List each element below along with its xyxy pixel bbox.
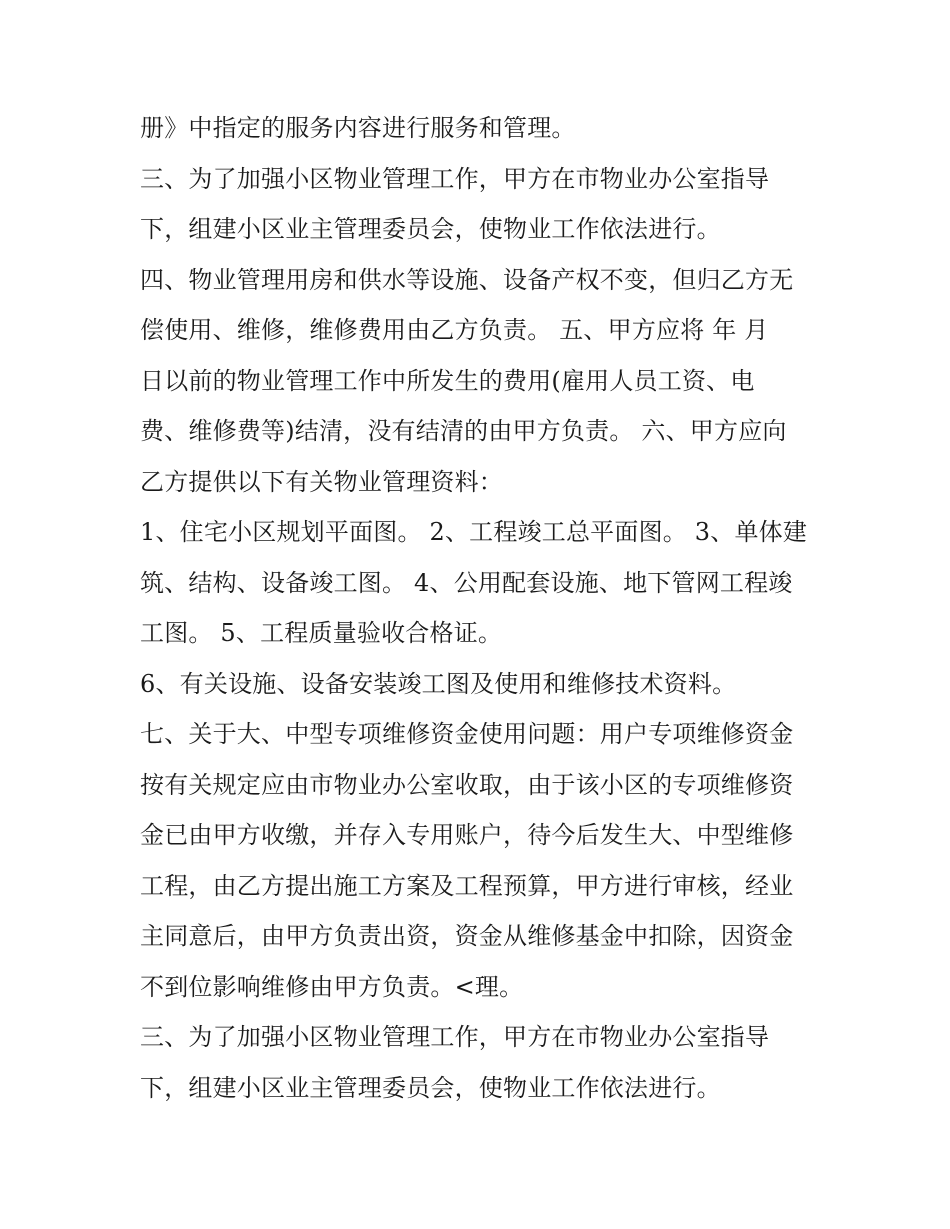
text-line: 日以前的物业管理工作中所发生的费用(雇用人员工资、电	[140, 366, 755, 395]
text-line: 1、住宅小区规划平面图。 2、工程竣工总平面图。 3、单体建	[140, 518, 808, 546]
text-line: 下，组建小区业主管理委员会，使物业工作依法进行。	[140, 215, 721, 243]
text-line: 三、为了加强小区物业管理工作，甲方在市物业办公室指导	[140, 164, 770, 193]
text-line: 乙方提供以下有关物业管理资料：	[140, 467, 503, 496]
text-line: 七、关于大、中型专项维修资金使用问题：用户专项维修资金	[140, 720, 794, 748]
text-line: 四、物业管理用房和供水等设施、设备产权不变，但归乙方无	[140, 265, 794, 294]
text-line: 工图。 5、工程质量验收合格证。	[140, 619, 503, 647]
text-line: 不到位影响维修由甲方负责。<理。	[140, 972, 524, 1001]
text-line: 主同意后，由甲方负责出资，资金从维修基金中扣除，因资金	[140, 922, 794, 950]
document-body	[140, 103, 830, 1113]
text-line: 册》中指定的服务内容进行服务和管理。	[140, 114, 576, 142]
text-line: 工程，由乙方提出施工方案及工程预算，甲方进行审核，经业	[140, 871, 794, 900]
text-line: 费、维修费等)结清，没有结清的由甲方负责。 六、甲方应向	[140, 417, 787, 445]
text-line: 按有关规定应由市物业办公室收取，由于该小区的专项维修资	[140, 770, 794, 799]
text-line: 6、有关设施、设备安装竣工图及使用和维修技术资料。	[140, 669, 737, 698]
text-line: 下，组建小区业主管理委员会，使物业工作依法进行。	[140, 1073, 721, 1102]
text-line: 金已由甲方收缴，并存入专用账户，待今后发生大、中型维修	[140, 821, 794, 849]
text-line: 偿使用、维修，维修费用由乙方负责。 五、甲方应将 年 月	[140, 316, 769, 344]
text-line: 三、为了加强小区物业管理工作，甲方在市物业办公室指导	[140, 1023, 770, 1051]
text-line: 筑、结构、设备竣工图。 4、公用配套设施、地下管网工程竣	[140, 568, 793, 597]
